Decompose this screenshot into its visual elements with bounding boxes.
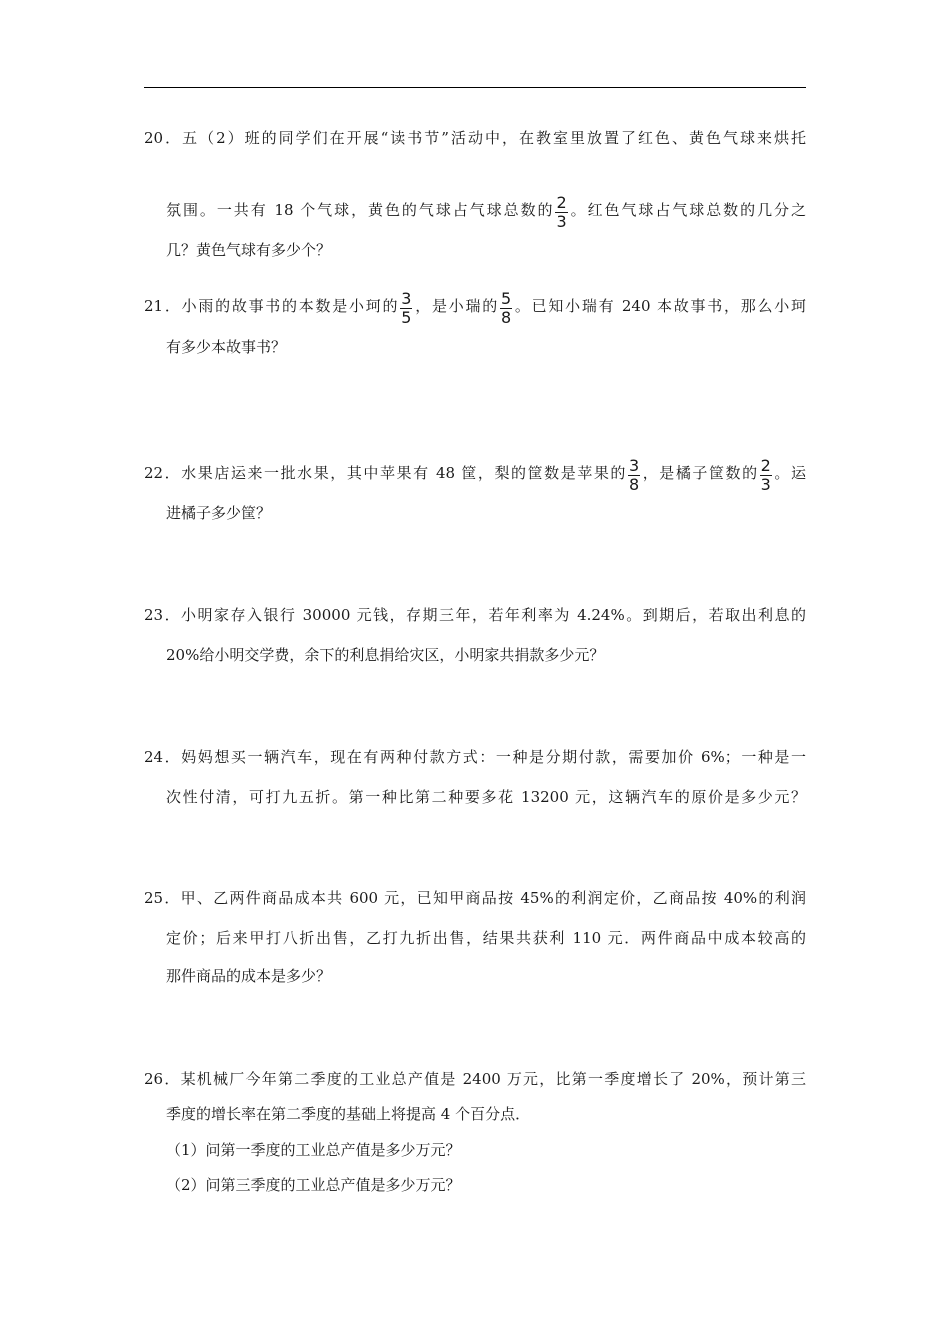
problem-20-line-2: 氛围。一共有 18 个气球，黄色的气球占气球总数的 $\frac{2}{3}$ 。红色气球占气球总数的几分之 (166, 193, 806, 231)
fraction-2-3: $\frac{2}{3}$ (556, 193, 567, 231)
problem-26-question-2: （2）问第三季度的工业总产值是多少万元？ (166, 1176, 461, 1194)
header-rule (144, 87, 806, 88)
problem-24-line-2: 次性付清，可打九五折。第一种比第二种要多花 13200 元，这辆汽车的原价是多少元？ (166, 788, 806, 806)
fraction-3-8: $\frac{3}{8}$ (628, 456, 640, 494)
problem-22-line-2: 进橘子多少筐？ (166, 504, 272, 522)
problem-24-line-1: 24．妈妈想买一辆汽车，现在有两种付款方式：一种是分期付款，需要加价 6%；一种是一 (144, 748, 806, 766)
problem-21-line-2: 有多少本故事书？ (166, 338, 287, 356)
problem-26-question-1: （1）问第一季度的工业总产值是多少万元？ (166, 1141, 461, 1159)
fraction-5-8: $\frac{5}{8}$ (500, 289, 512, 327)
problem-25-line-3: 那件商品的成本是多少？ (166, 967, 332, 985)
problem-21-line-1: 21．小雨的故事书的本数是小珂的 $\frac{3}{5}$ ，是小瑞的 $\frac{5}{8}$ 。已知小瑞有 240 本故事书，那么小珂 (144, 289, 806, 327)
problem-20-line-3: 几？黄色气球有多少个？ (166, 241, 332, 259)
problem-25-line-2: 定价；后来甲打八折出售，乙打九折出售，结果共获利 110 元．两件商品中成本较高的 (166, 929, 806, 947)
fraction-2-3b: $\frac{2}{3}$ (760, 456, 771, 494)
problem-26-line-2: 季度的增长率在第二季度的基础上将提高 4 个百分点． (166, 1105, 531, 1123)
problem-23-line-1: 23．小明家存入银行 30000 元钱，存期三年，若年利率为 4.24%。到期后，若取出利息的 (144, 606, 806, 624)
problem-20-line-1: 20．五（2）班的同学们在开展“读书节”活动中，在教室里放置了红色、黄色气球来烘托 (144, 129, 806, 147)
problem-25-line-1: 25．甲、乙两件商品成本共 600 元，已知甲商品按 45%的利润定价，乙商品按 40%的利润 (144, 889, 806, 907)
problem-23-line-2: 20%给小明交学费，余下的利息捐给灾区，小明家共捐款多少元？ (166, 646, 605, 664)
fraction-3-5: $\frac{3}{5}$ (401, 289, 412, 327)
problem-22-line-1: 22．水果店运来一批水果，其中苹果有 48 筐，梨的筐数是苹果的 $\frac{3}{8}$ ，是橘子筐数的 $\frac{2}{3}$ 。运 (144, 456, 806, 494)
problem-26-line-1: 26．某机械厂今年第二季度的工业总产值是 2400 万元，比第一季度增长了 20%，预计第三 (144, 1070, 806, 1088)
